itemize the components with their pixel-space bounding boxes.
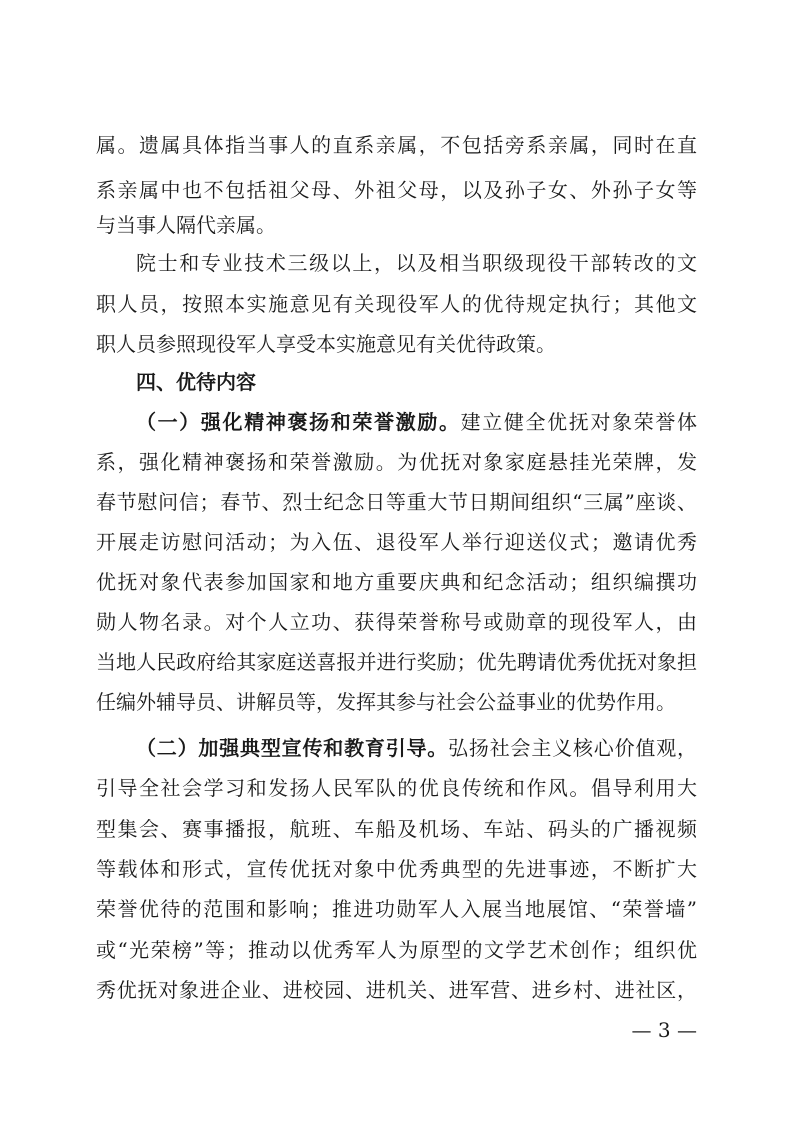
paragraph-3-line-2: 系，强化精神褒扬和荣誉激励。为优抚对象家庭悬挂光荣牌，发 <box>96 450 697 474</box>
paragraph-4-line-3: 型集会、赛事播报，航班、车船及机场、车站、码头的广播视频 <box>96 817 697 841</box>
paragraph-3-line-5: 优抚对象代表参加国家和地方重要庆典和纪念活动；组织编撰功 <box>96 570 697 594</box>
paragraph-2-line-2: 职人员，按照本实施意见有关现役军人的优待规定执行；其他文 <box>96 292 697 316</box>
paragraph-3-line-3: 春节慰问信；春节、烈士纪念日等重大节日期间组织“三属”座谈、 <box>96 490 697 514</box>
paragraph-3-first-line-rest: 建立健全优抚对象荣誉体 <box>460 410 697 434</box>
paragraph-2-line-1: 院士和专业技术三级以上，以及相当职级现役干部转改的文 <box>136 251 697 275</box>
paragraph-3-title: （一）强化精神褒扬和荣誉激励。 <box>136 410 461 434</box>
paragraph-1-line-2: 系亲属中也不包括祖父母、外祖父母，以及孙子女、外孙子女等 <box>96 178 697 202</box>
paragraph-3-line-6: 勋人物名录。对个人立功、获得荣誉称号或勋章的现役军人，由 <box>96 610 697 634</box>
paragraph-4-line-4: 等载体和形式，宣传优抚对象中优秀典型的先进事迹，不断扩大 <box>96 857 697 881</box>
paragraph-3-line-8: 任编外辅导员、讲解员等，发挥其参与社会公益事业的优势作用。 <box>96 690 676 714</box>
section-heading: 四、优待内容 <box>136 370 256 394</box>
page-number: — 3 — <box>631 1018 697 1042</box>
paragraph-4-line-5: 荣誉优待的范围和影响；推进功勋军人入展当地展馆、“荣誉墙” <box>96 897 697 921</box>
paragraph-4-first-line-rest: 弘扬社会主义核心价值观， <box>448 736 697 760</box>
paragraph-3-line-7: 当地人民政府给其家庭送喜报并进行奖励；优先聘请优秀优抚对象担 <box>96 650 697 674</box>
paragraph-1-line-1: 属。遗属具体指当事人的直系亲属，不包括旁系亲属，同时在直 <box>96 133 697 157</box>
paragraph-3-line-1 <box>96 404 697 440</box>
paragraph-4-line-6: 或“光荣榜”等；推动以优秀军人为原型的文学艺术创作；组织优 <box>96 938 697 962</box>
paragraph-4-title: （二）加强典型宣传和教育引导。 <box>136 736 449 760</box>
paragraph-4-line-1 <box>96 730 697 766</box>
paragraph-2-line-3: 职人员参照现役军人享受本实施意见有关优待政策。 <box>96 332 556 356</box>
paragraph-1-line-3: 与当事人隔代亲属。 <box>96 213 276 237</box>
paragraph-3-line-4: 开展走访慰问活动；为入伍、退役军人举行迎送仪式；邀请优秀 <box>96 530 697 554</box>
paragraph-4-line-2: 引导全社会学习和发扬人民军队的优良传统和作风。倡导利用大 <box>96 776 697 800</box>
paragraph-4-line-7: 秀优抚对象进企业、进校园、进机关、进军营、进乡村、进社区， <box>96 978 697 1002</box>
